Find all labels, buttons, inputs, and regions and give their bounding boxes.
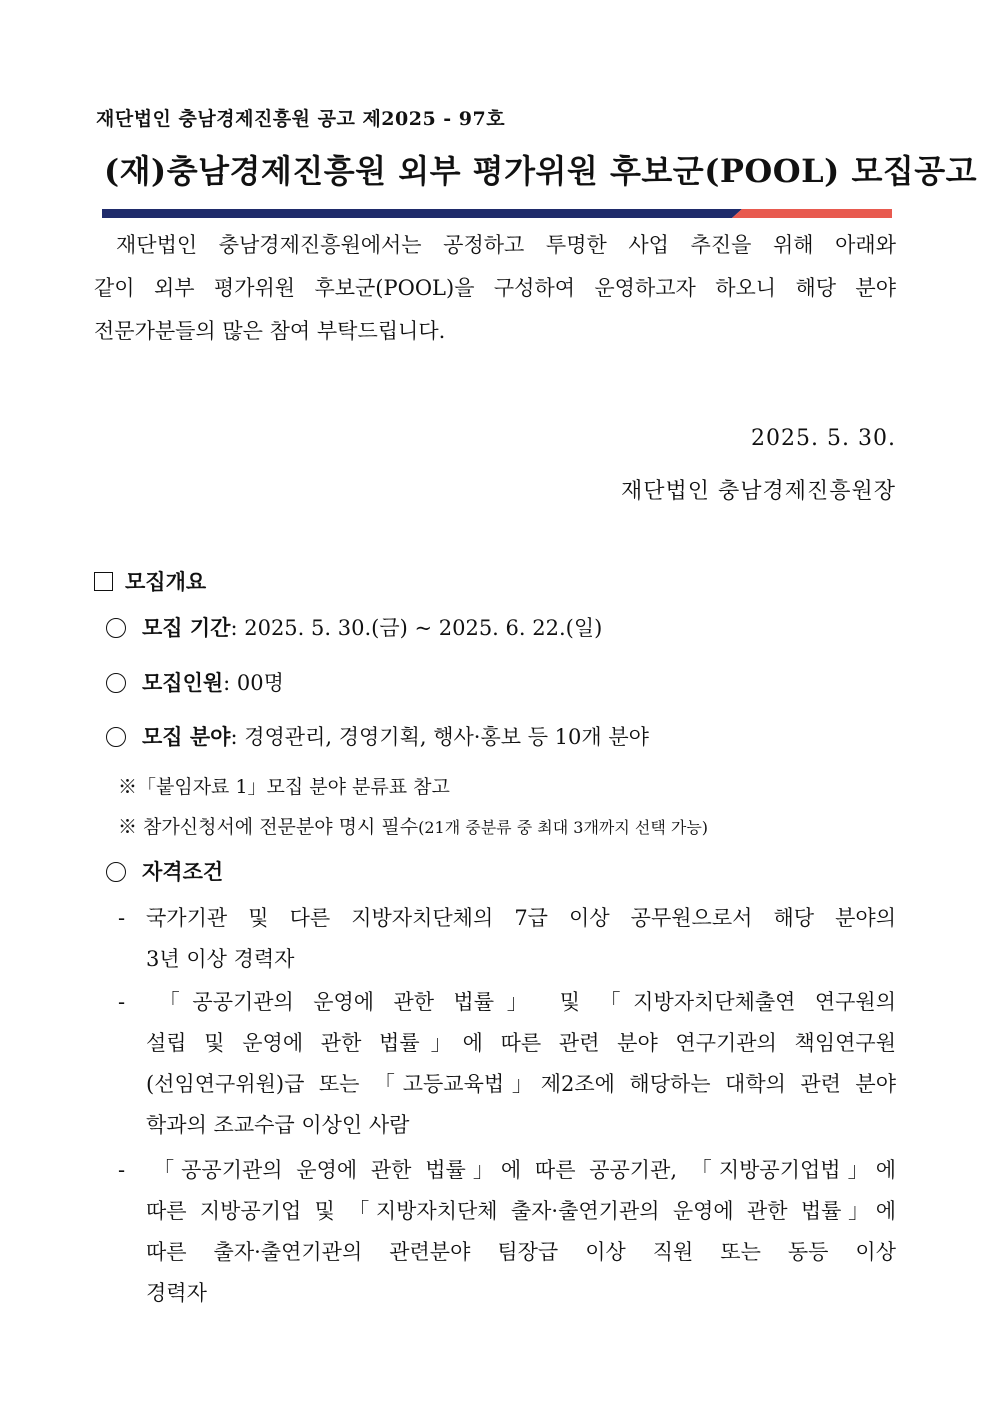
field-note-1: ※「붙임자료 1」모집 분야 분류표 참고 (118, 776, 450, 798)
qualification-heading (106, 856, 223, 886)
recruit-headcount-value: : 00명 (223, 671, 284, 695)
dash-bullet: - (118, 1158, 126, 1182)
qualification-line: 3년 이상 경력자 (146, 947, 295, 971)
recruit-period-item (106, 612, 602, 642)
recruit-headcount-label: 모집인원 (142, 670, 224, 695)
recruit-field-item (106, 721, 649, 751)
qualification-line: 경력자 (146, 1281, 207, 1305)
intro-line: 재단법인 충남경제진흥원에서는 공정하고 투명한 사업 추진을 위해 아래와 (116, 233, 896, 257)
qualification-line: (선임연구위원)급 또는 「고등교육법」제2조에 해당하는 대학의 관련 분야 (146, 1072, 896, 1096)
title-underline-bar (102, 209, 892, 218)
circle-bullet-icon (106, 673, 126, 693)
qualification-heading-text: 자격조건 (142, 859, 224, 884)
recruit-period-label: 모집 기간 (142, 615, 231, 640)
issuer-name: 재단법인 충남경제진흥원장 (620, 479, 896, 504)
recruit-field-label: 모집 분야 (142, 724, 231, 749)
bar-red-segment (732, 209, 892, 218)
intro-line: 같이 외부 평가위원 후보군(POOL)을 구성하여 운영하고자 하오니 해당 분야 (94, 276, 896, 300)
announcement-date: 2025. 5. 30. (751, 426, 896, 451)
qualification-line: 국가기관 및 다른 지방자치단체의 7급 이상 공무원으로서 해당 분야의 (146, 906, 896, 930)
circle-bullet-icon (106, 727, 126, 747)
qualification-item-3 (118, 1150, 896, 1314)
section-heading-text: 모집개요 (125, 569, 207, 594)
qualification-line: 「공공기관의 운영에 관한 법률」에 따른 공공기관, 「지방공기업법」에 (146, 1158, 896, 1182)
field-note-2-main: ※ 참가신청서에 전문분야 명시 필수 (118, 816, 419, 838)
bar-navy-segment (102, 209, 742, 218)
dash-bullet: - (118, 990, 126, 1014)
dash-bullet: - (118, 906, 126, 930)
field-note-2-detail: (21개 중분류 중 최대 3개까지 선택 가능) (418, 818, 709, 837)
section-heading-overview (94, 566, 206, 596)
field-note-2 (118, 812, 708, 839)
recruit-headcount-item (106, 667, 284, 697)
circle-bullet-icon (106, 862, 126, 882)
intro-paragraph (94, 224, 896, 353)
recruit-field-value: : 경영관리, 경영기획, 행사·홍보 등 10개 분야 (230, 725, 649, 749)
recruit-period-value: : 2025. 5. 30.(금) ~ 2025. 6. 22.(일) (230, 616, 603, 640)
qualification-line: 「공공기관의 운영에 관한 법률」 및 「지방자치단체출연 연구원의 (146, 990, 896, 1014)
notice-number: 재단법인 충남경제진흥원 공고 제2025 - 97호 (96, 108, 506, 130)
qualification-line: 따른 지방공기업 및 「지방자치단체 출자·출연기관의 운영에 관한 법률」에 (146, 1199, 896, 1223)
page-title: (재)충남경제진흥원 외부 평가위원 후보군(POOL) 모집공고 (104, 152, 978, 190)
qualification-line: 따른 출자·출연기관의 관련분야 팀장급 이상 직원 또는 동등 이상 (146, 1240, 896, 1264)
circle-bullet-icon (106, 618, 126, 638)
qualification-item-1 (118, 898, 896, 980)
qualification-line: 설립 및 운영에 관한 법률」에 따른 관련 분야 연구기관의 책임연구원 (146, 1031, 896, 1055)
qualification-line: 학과의 조교수급 이상인 사람 (146, 1113, 410, 1137)
qualification-item-2 (118, 982, 896, 1146)
intro-line: 전문가분들의 많은 참여 부탁드립니다. (94, 319, 446, 343)
square-bullet-icon (94, 572, 113, 591)
